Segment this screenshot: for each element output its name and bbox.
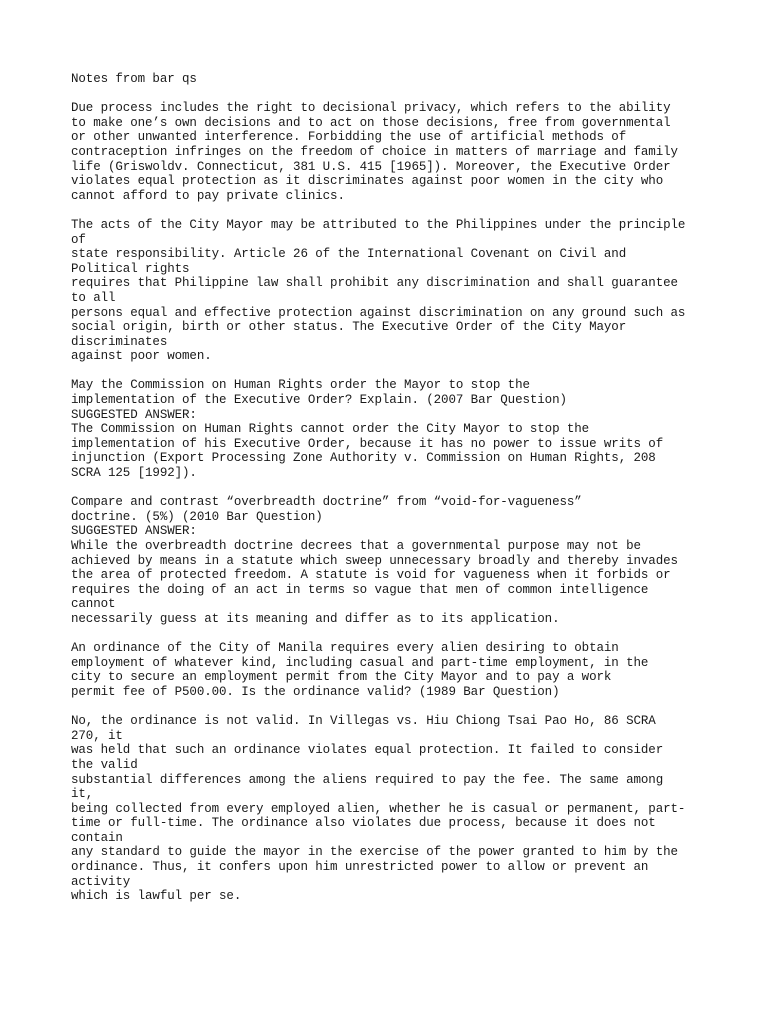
- paragraph: [71, 495, 711, 626]
- text-line: The acts of the City Mayor may be attributed to the Philippines under the principle: [71, 217, 686, 232]
- text-line: contain: [71, 830, 123, 845]
- text-line: contraception infringes on the freedom of choice in matters of marriage and family: [71, 144, 678, 159]
- text-line: being collected from every employed alien, whether he is casual or permanent, part-: [71, 801, 686, 816]
- text-line: against poor women.: [71, 349, 212, 364]
- text-line: ordinance. Thus, it confers upon him unrestricted power to allow or prevent an: [71, 860, 649, 875]
- text-line: achieved by means in a statute which sweep unnecessary broadly and thereby invades: [71, 553, 678, 568]
- text-line: No, the ordinance is not valid. In Villegas vs. Hiu Chiong Tsai Pao Ho, 86 SCRA: [71, 714, 656, 729]
- paragraph-gap: [71, 87, 711, 102]
- paragraph-gap: [71, 627, 711, 642]
- text-line: city to secure an employment permit from the City Mayor and to pay a work: [71, 670, 612, 685]
- text-line: which is lawful per se.: [71, 889, 242, 904]
- text-line: activity: [71, 874, 131, 889]
- text-line: permit fee of P500.00. Is the ordinance valid? (1989 Bar Question): [71, 684, 560, 699]
- paragraph-gap: [71, 203, 711, 218]
- text-line: state responsibility. Article 26 of the International Covenant on Civil and: [71, 247, 627, 262]
- text-line: the valid: [71, 757, 138, 772]
- text-line: to make one’s own decisions and to act on those decisions, free from governmental: [71, 115, 671, 130]
- paragraph: [71, 101, 711, 203]
- text-line: to all: [71, 290, 116, 305]
- text-line: discriminates: [71, 334, 168, 349]
- text-line: implementation of the Executive Order? Explain. (2007 Bar Question): [71, 393, 567, 408]
- text-line: or other unwanted interference. Forbidding the use of artificial methods of: [71, 130, 627, 145]
- text-line: employment of whatever kind, including casual and part-time employment, in the: [71, 655, 649, 670]
- text-line: Due process includes the right to decisional privacy, which refers to the ability: [71, 101, 671, 116]
- text-line: life (Griswoldv. Connecticut, 381 U.S. 415 [1965]). Moreover, the Executive Order: [71, 159, 671, 174]
- paragraph: [71, 218, 711, 364]
- text-line: any standard to guide the mayor in the exercise of the power granted to him by the: [71, 845, 678, 860]
- paragraph-gap: [71, 700, 711, 715]
- text-line: Political rights: [71, 261, 190, 276]
- text-line: cannot afford to pay private clinics.: [71, 188, 345, 203]
- text-line: May the Commission on Human Rights order the Mayor to stop the: [71, 378, 530, 393]
- text-line: implementation of his Executive Order, because it has no power to issue writs of: [71, 436, 664, 451]
- text-line: of: [71, 232, 86, 247]
- text-line: violates equal protection as it discriminates against poor women in the city who: [71, 174, 664, 189]
- document-body: [71, 101, 711, 904]
- text-line: time or full-time. The ordinance also violates due process, because it does not: [71, 816, 656, 831]
- text-line: SUGGESTED ANSWER:: [71, 524, 197, 539]
- text-line: was held that such an ordinance violates equal protection. It failed to consider: [71, 743, 664, 758]
- text-line: SUGGESTED ANSWER:: [71, 407, 197, 422]
- text-line: The Commission on Human Rights cannot order the City Mayor to stop the: [71, 422, 590, 437]
- paragraph: [71, 714, 711, 904]
- text-line: While the overbreadth doctrine decrees that a governmental purpose may not be: [71, 539, 641, 553]
- text-line: injunction (Export Processing Zone Authority v. Commission on Human Rights, 208: [71, 451, 656, 466]
- text-line: necessarily guess at its meaning and differ as to its application.: [71, 611, 560, 626]
- text-line: social origin, birth or other status. The Executive Order of the City Mayor: [71, 320, 627, 335]
- text-line: SCRA 125 [1992]).: [71, 466, 197, 481]
- text-line: 270, it: [71, 728, 123, 743]
- text-line: it,: [71, 787, 94, 802]
- text-line: An ordinance of the City of Manila requires every alien desiring to obtain: [71, 641, 619, 656]
- paragraph: [71, 378, 711, 480]
- text-line: the area of protected freedom. A statute is void for vagueness when it forbids or: [71, 568, 671, 583]
- text-line: requires the doing of an act in terms so vague that men of common intelligence: [71, 582, 649, 597]
- text-line: doctrine. (5%) (2010 Bar Question): [71, 509, 323, 524]
- text-line: Compare and contrast “overbreadth doctrine” from “void-for-vagueness”: [71, 495, 582, 510]
- paragraph-gap: [71, 481, 711, 496]
- paragraph-gap: [71, 364, 711, 379]
- document-title: Notes from bar qs: [71, 72, 197, 86]
- text-line: requires that Philippine law shall prohibit any discrimination and shall guarantee: [71, 276, 678, 291]
- text-line: cannot: [71, 597, 116, 612]
- paragraph: [71, 641, 711, 699]
- text-line: persons equal and effective protection against discrimination on any ground such as: [71, 305, 686, 320]
- document-page: [71, 72, 711, 904]
- text-line: substantial differences among the aliens required to pay the fee. The same among: [71, 772, 664, 787]
